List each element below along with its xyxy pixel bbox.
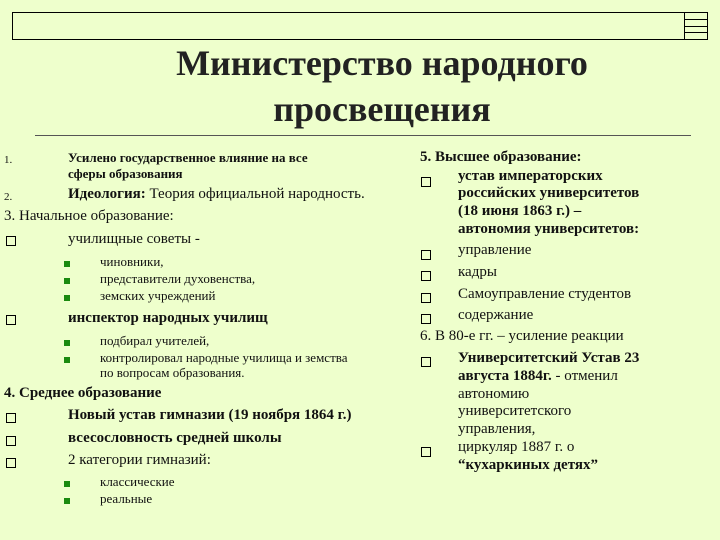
square-bullet-icon (6, 413, 16, 423)
item-2-text (68, 186, 365, 203)
council-member-clergy: представители духовенства, (100, 271, 256, 286)
all-estates-school: всесословность средней школы (68, 430, 282, 446)
autonomy-student-self-government: Самоуправление студентов (458, 286, 632, 302)
item-1-line-1: Усилено государственное влияние на все (68, 150, 308, 165)
school-councils: училищные советы - (68, 231, 200, 247)
header-bar (12, 12, 708, 40)
secondary-education-heading: 4. Среднее образование (4, 385, 162, 401)
square-bullet-icon (6, 236, 16, 246)
item-number-2: 2. (4, 191, 13, 203)
inspector-duty-1: подбирал учителей, (100, 333, 210, 348)
square-bullet-icon (421, 271, 431, 281)
filled-square-bullet-icon (64, 295, 70, 301)
square-bullet-icon (421, 293, 431, 303)
square-bullet-icon (421, 357, 431, 367)
university-charter-1884-line-3: автономию (458, 386, 530, 402)
gymnasium-classical: классические (100, 474, 175, 489)
square-bullet-icon (6, 315, 16, 325)
council-member-zemstvo: земских учреждений (100, 288, 216, 303)
reaction-heading: 6. В 80-е гг. – усиление реакции (420, 328, 624, 344)
filled-square-bullet-icon (64, 340, 70, 346)
title-line-1: Министерство народного (176, 43, 588, 83)
inspector-duty-2: контролировал народные училища и земства (100, 350, 348, 365)
charter-abolished: - отменил (551, 368, 618, 384)
filled-square-bullet-icon (64, 357, 70, 363)
filled-square-bullet-icon (64, 278, 70, 284)
primary-education-heading: 3. Начальное образование: (4, 208, 174, 224)
autonomy-governance: управление (458, 242, 532, 258)
university-charter-1884-line-4: университетского (458, 403, 572, 419)
charter-line-1: устав императорских (458, 168, 603, 184)
filled-square-bullet-icon (64, 498, 70, 504)
inspector: инспектор народных училищ (68, 310, 268, 326)
charter-line-3: (18 июня 1863 г.) – (458, 203, 582, 219)
filled-square-bullet-icon (64, 481, 70, 487)
gymnasium-categories: 2 категории гимназий: (68, 452, 211, 468)
autonomy-staff: кадры (458, 264, 497, 280)
square-bullet-icon (421, 447, 431, 457)
item-2-label: Идеология: (68, 186, 146, 202)
autonomy-funding: содержание (458, 307, 534, 323)
circular-1887-line-2: “кухаркиных детях” (458, 457, 598, 473)
council-member-officials: чиновники, (100, 254, 164, 269)
item-1-line-2: сферы образования (68, 166, 183, 181)
square-bullet-icon (421, 250, 431, 260)
square-bullet-icon (6, 436, 16, 446)
charter-line-2: российских университетов (458, 185, 640, 201)
gymnasium-charter: Новый устав гимназии (19 ноября 1864 г.) (68, 407, 352, 423)
university-charter-1884-line-2 (458, 368, 618, 385)
item-number-1: 1. (4, 154, 13, 166)
item-2-body: Теория официальной народность. (145, 186, 365, 202)
charter-date: августа 1884г. (458, 368, 552, 384)
header-grid-decoration (684, 12, 708, 40)
university-charter-1884-line-5: управления, (458, 421, 536, 437)
gymnasium-real: реальные (100, 491, 153, 506)
square-bullet-icon (421, 177, 431, 187)
inspector-duty-2-cont: по вопросам образования. (100, 365, 245, 380)
filled-square-bullet-icon (64, 261, 70, 267)
square-bullet-icon (421, 314, 431, 324)
university-charter-1884-line-1: Университетский Устав 23 (458, 350, 640, 366)
slide-title (92, 40, 672, 132)
title-line-2: просвещения (273, 89, 491, 129)
square-bullet-icon (6, 458, 16, 468)
circular-1887-line-1: циркуляр 1887 г. о (458, 439, 575, 455)
higher-education-heading: 5. Высшее образование: (420, 149, 582, 165)
charter-line-4: автономия университетов: (458, 221, 640, 237)
title-divider (35, 135, 691, 136)
